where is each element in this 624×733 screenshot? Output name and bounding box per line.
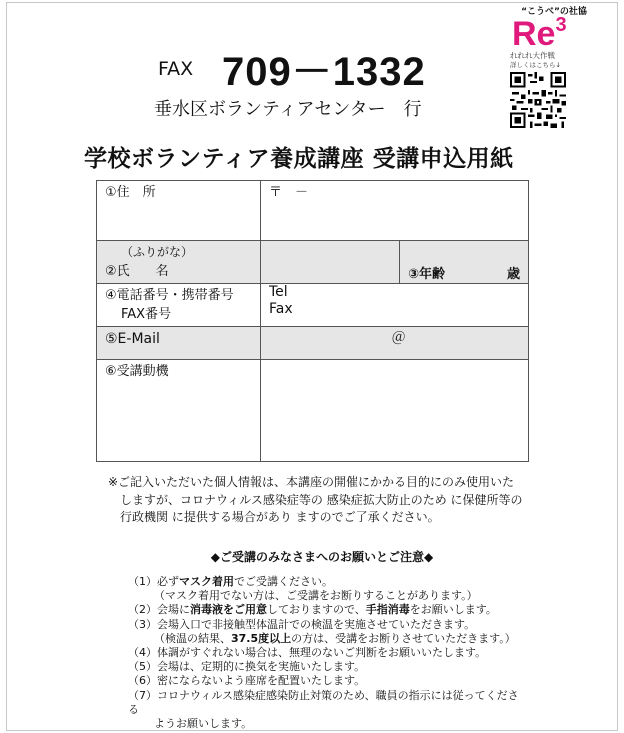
notice-item: （6）密にならないよう座席を配置いたします。 [128, 674, 366, 688]
name-field[interactable] [261, 241, 400, 284]
fax-number: 709－1332 [222, 50, 426, 94]
fax-prefix: Fax [269, 301, 293, 317]
qr-code-icon[interactable] [510, 72, 566, 128]
logo-mark: Re$^3$ [512, 14, 567, 53]
notice-item-cont: （検温の結果、37.5度以上の方は、受講をお断りさせていただきます。） [154, 631, 516, 645]
motive-label: ⑥受講動機 [97, 360, 261, 462]
fax-label: FAX [158, 58, 194, 80]
notice-list [128, 575, 528, 731]
email-field[interactable] [261, 327, 529, 360]
notice-item: （7）コロナウィルス感染症感染防止対策のため、職員の指示には従ってくださる [128, 688, 519, 716]
phone-field[interactable] [261, 284, 529, 327]
name-label: ②氏 名 [105, 264, 169, 279]
recipient: 垂水区ボランティアセンター 行 [154, 99, 422, 120]
phone-label: ④電話番号・携帯番号 [105, 288, 234, 303]
notice-item: （5）会場は、定期的に換気を実施いたします。 [128, 660, 366, 674]
privacy-notice [108, 474, 528, 527]
notice-item: （3）会場入口で非接触型体温計での検温を実施させていただきます。 [128, 617, 476, 631]
notice-heading: ◆ご受講のみなさまへのお願いとご注意◆ [210, 550, 434, 564]
motive-field[interactable] [261, 360, 529, 462]
tel-prefix: Tel [269, 284, 288, 300]
name-label-cell [97, 241, 261, 284]
furigana-label: （ふりがな） [121, 245, 194, 259]
age-label: ③年齢 [408, 267, 446, 282]
address-label: ①住 所 [97, 181, 261, 241]
notice-item: （2）会場に消毒液をご用意しておりますので、手指消毒をお願いします。 [128, 603, 497, 617]
address-field[interactable] [261, 181, 529, 241]
form-title: 学校ボランティア養成講座 受講申込用紙 [84, 146, 514, 172]
notice-item: （1）必ずマスク着用でご受講ください。 [128, 575, 333, 588]
logo-subtitle: れれれ大作戦 [510, 51, 555, 60]
re3-logo [506, 4, 602, 132]
application-form [96, 180, 529, 462]
age-field[interactable] [400, 241, 529, 284]
email-at: ＠ [391, 330, 406, 346]
email-label: ⑤E-Mail [97, 327, 261, 360]
privacy-line: しますが、コロナウィルス感染症等の 感染症拡大防止のため に保健所等の [120, 492, 523, 507]
notice-item-cont: ようお願いします。 [154, 717, 253, 731]
privacy-line: 行政機関 に提供する場合があり ますのでご了承ください。 [120, 510, 440, 524]
phone-label-cell [97, 284, 261, 327]
postal-mark: 〒 － [269, 185, 309, 200]
notice-item: （4）体調がすぐれない場合は、無理のないご判断をお願いいたします。 [128, 646, 487, 660]
logo-qr-caption: 詳しくはこちら↓ [510, 61, 561, 69]
privacy-line: ※ご記入いただいた個人情報は、本講座の開催にかかる目的にのみ使用いた [108, 475, 515, 489]
fax-number-label: FAX番号 [121, 307, 172, 322]
notice-item-cont: （マスク着用でない方は、ご受講をお断りすることがあります。） [154, 589, 478, 603]
logo-tagline: “こうべ”の社協 [521, 7, 587, 17]
age-unit: 歳 [506, 267, 520, 282]
